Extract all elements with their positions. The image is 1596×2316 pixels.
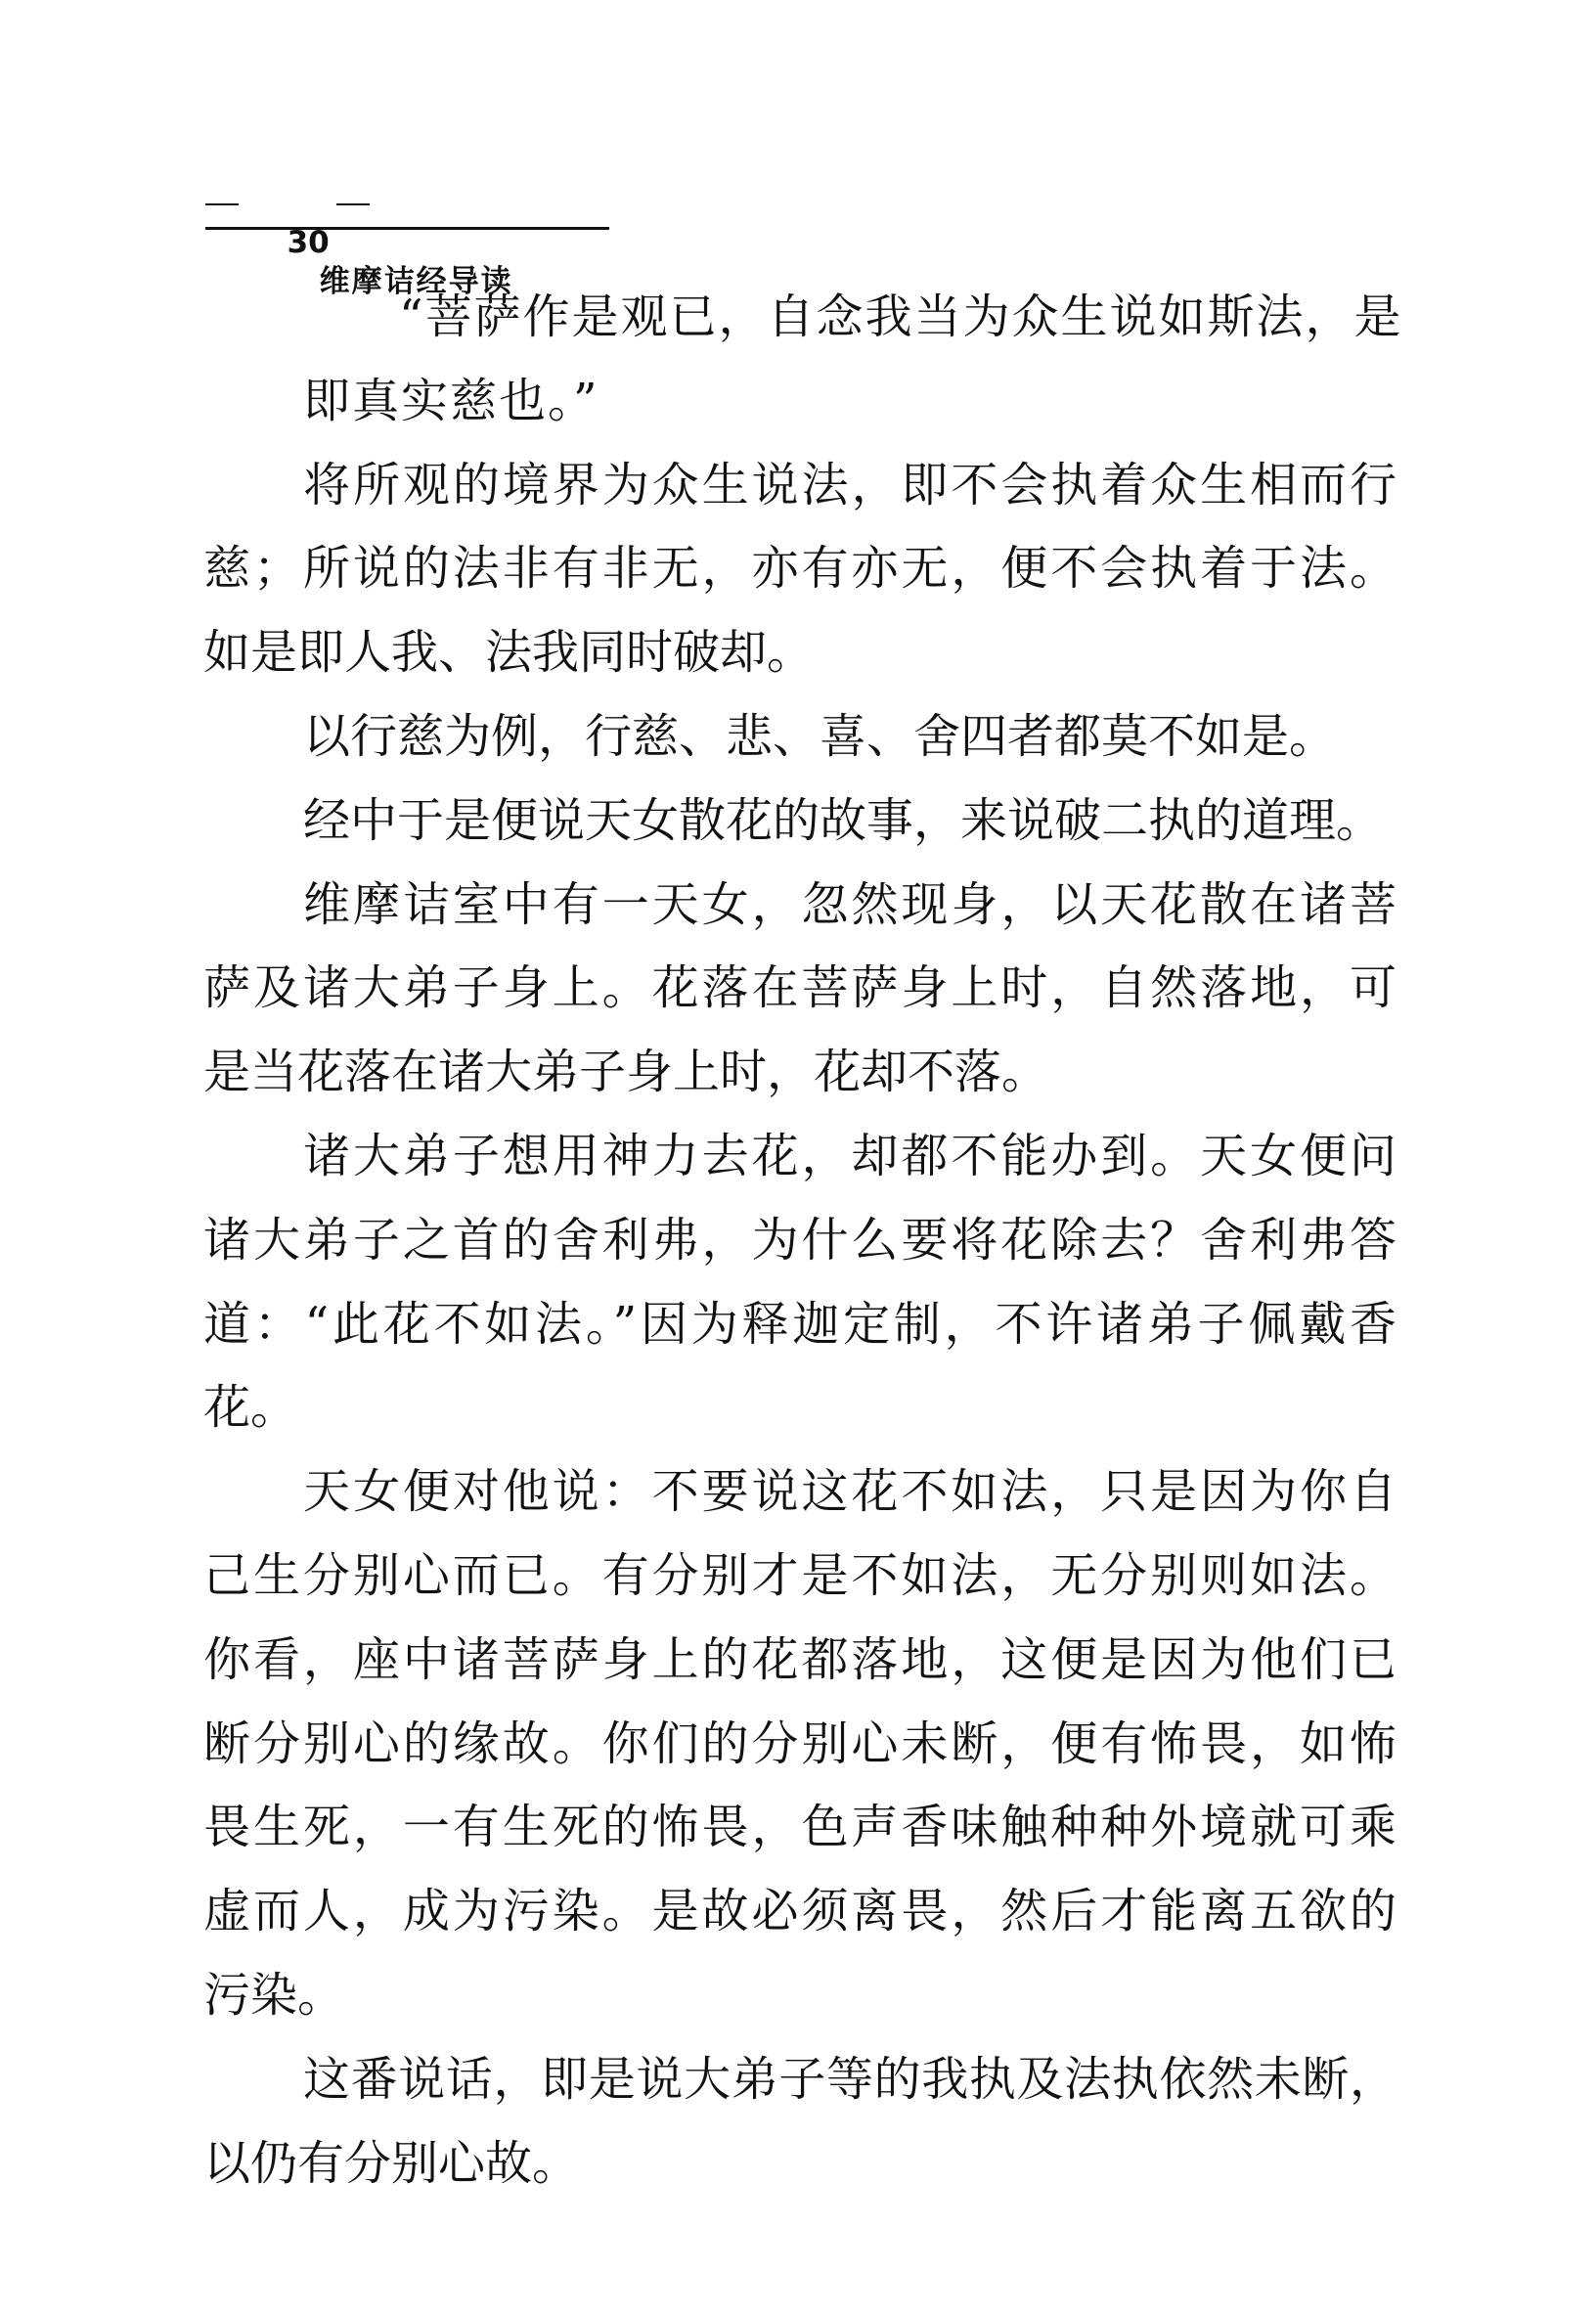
- paragraph: [203, 1450, 1396, 2038]
- book-title: 维摩诘经导读: [319, 264, 513, 299]
- page-body: [203, 276, 1403, 2205]
- text-line: 诸大弟子之首的舍利弗，为什么要将花除去？舍利弗答: [203, 1212, 1396, 1268]
- text-line: 如是即人我、法我同时破却。: [203, 625, 815, 681]
- paragraph: [203, 695, 1396, 779]
- text-line: 经中于是便说天女散花的故事，来说破二执的道理。: [303, 792, 1384, 848]
- paragraph: [203, 2038, 1396, 2206]
- text-line: 花。: [203, 1380, 298, 1436]
- text-line: 畏生死，一有生死的怖畏，色声香味触种种外境就可乘: [203, 1800, 1396, 1855]
- header-dash-right: [336, 203, 370, 205]
- text-line: 以行慈为例，行慈、悲、喜、舍四者都莫不如是。: [303, 708, 1337, 764]
- quote-paragraph: [203, 276, 1403, 444]
- text-line: 你看，座中诸菩萨身上的花都落地，这便是因为他们已: [203, 1631, 1396, 1687]
- text-line: 这番说话，即是说大弟子等的我执及法执依然未断，: [303, 2051, 1396, 2107]
- paragraph: [203, 864, 1396, 1115]
- page-number: 30: [287, 225, 330, 260]
- text-line: 即真实慈也。”: [303, 373, 599, 428]
- header-dash-left: [205, 203, 239, 205]
- text-line: “菩萨作是观已，自念我当为众生说如斯法，是: [399, 290, 1403, 344]
- paragraph: [203, 779, 1396, 864]
- text-line: 慈；所说的法非有非无，亦有亦无，便不会执着于法。: [203, 541, 1396, 597]
- text-line: 道：“此花不如法。”因为释迦定制，不许诸弟子佩戴香: [203, 1296, 1396, 1352]
- text-line: 诸大弟子想用神力去花，却都不能办到。天女便问: [303, 1128, 1396, 1183]
- text-line: 将所观的境界为众生说法，即不会执着众生相而行: [303, 457, 1396, 512]
- paragraph: [203, 444, 1396, 695]
- text-line: 维摩诘室中有一天女，忽然现身，以天花散在诸菩: [303, 876, 1396, 932]
- text-line: 萨及诸大弟子身上。花落在菩萨身上时，自然落地，可: [203, 960, 1396, 1016]
- text-line: 己生分别心而已。有分别才是不如法，无分别则如法。: [203, 1547, 1396, 1603]
- text-line: 是当花落在诸大弟子身上时，花却不落。: [203, 1045, 1049, 1100]
- text-line: 断分别心的缘故。你们的分别心未断，便有怖畏，如怖: [203, 1715, 1396, 1771]
- text-line: 污染。: [203, 1967, 345, 2023]
- text-line: 以仍有分别心故。: [203, 2135, 580, 2191]
- text-line: 虚而人，成为污染。是故必须离畏，然后才能离五欲的: [203, 1884, 1396, 1939]
- text-line: 天女便对他说：不要说这花不如法，只是因为你自: [303, 1464, 1396, 1520]
- running-header: [205, 184, 609, 299]
- paragraph: [203, 1115, 1396, 1450]
